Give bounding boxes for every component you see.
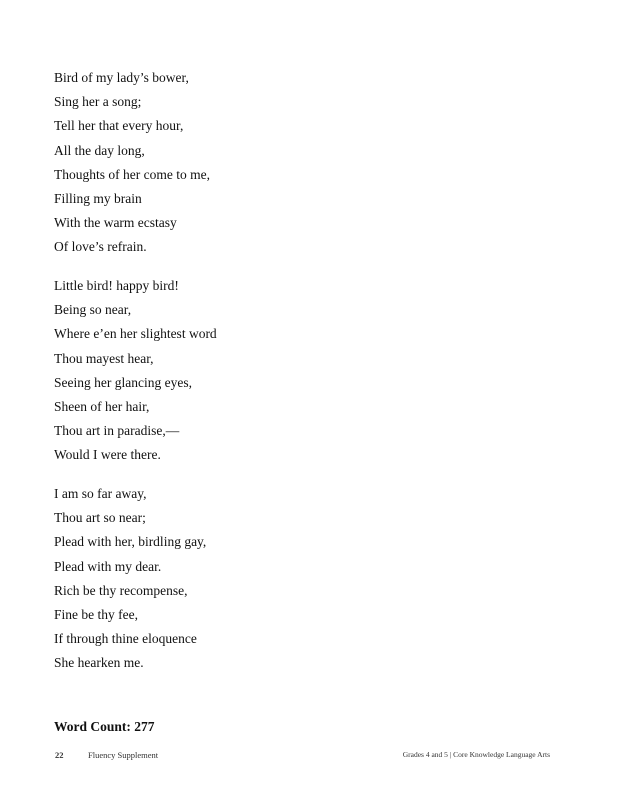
poem-stanza-3 — [54, 482, 206, 676]
poem-line: I am so far away, — [54, 486, 147, 501]
poem-stanza-2 — [54, 274, 217, 468]
poem-line: Plead with her, birdling gay, — [54, 534, 207, 550]
poem-line: Seeing her glancing eyes, — [54, 374, 192, 390]
poem-line: Would I were there. — [54, 447, 161, 463]
poem-line: Where e’en her slightest word — [54, 326, 217, 342]
footer-publication: Grades 4 and 5 | Core Knowledge Language Arts — [402, 750, 550, 759]
poem-line: Thou art in paradise,— — [54, 423, 180, 439]
poem-line: Thou mayest hear, — [54, 350, 154, 366]
poem-line: Little bird! happy bird! — [54, 278, 179, 293]
poem-line: Fine be thy fee, — [54, 606, 138, 622]
poem-line: Sheen of her hair, — [54, 398, 150, 414]
poem-line: Filling my brain — [54, 190, 142, 206]
poem-line: Sing her a song; — [54, 94, 142, 110]
poem-line: With the warm ecstasy — [54, 215, 177, 231]
poem-line: If through thine eloquence — [54, 631, 197, 647]
poem-line: Of love’s refrain. — [54, 239, 147, 255]
poem-stanza-1 — [54, 66, 210, 260]
word-count-label: Word Count: — [54, 719, 131, 734]
poem-line: Being so near, — [54, 302, 132, 318]
poem-line: She hearken me. — [54, 655, 144, 671]
poem-line: Thou art so near; — [54, 510, 146, 526]
footer-title: Fluency Supplement — [88, 750, 159, 760]
poem-line: Plead with my dear. — [54, 558, 162, 574]
poem-line: Tell her that every hour, — [54, 118, 184, 134]
poem-line: Thoughts of her come to me, — [54, 166, 210, 182]
poem-line: All the day long, — [54, 142, 145, 158]
word-count-value: 277 — [134, 719, 155, 734]
poem-line: Rich be thy recompense, — [54, 582, 188, 598]
page-number: 22 — [55, 750, 64, 760]
word-count — [54, 719, 155, 735]
poem-line: Bird of my lady’s bower, — [54, 70, 189, 85]
